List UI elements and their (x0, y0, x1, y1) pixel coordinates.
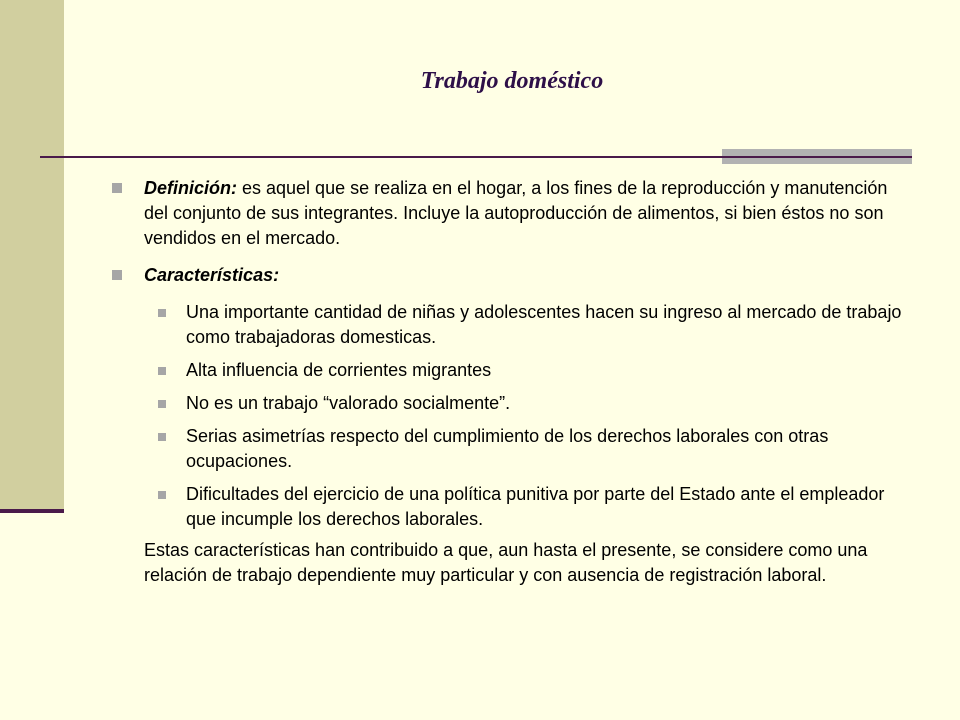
characteristic-item (110, 358, 910, 383)
side-decor-bar (0, 0, 64, 510)
characteristic-item (110, 424, 910, 474)
characteristic-text: Una importante cantidad de niñas y adolescentes hacen su ingreso al mercado de trabajo como trabajadoras domesticas. (186, 302, 902, 347)
characteristics-bullet (110, 263, 910, 288)
square-bullet-icon (158, 433, 166, 441)
definition-term: Definición: (144, 178, 237, 198)
characteristic-text: Serias asimetrías respecto del cumplimiento de los derechos laborales con otras ocupaciones. (186, 426, 829, 471)
slide-title: Trabajo doméstico (420, 68, 604, 94)
square-bullet-icon (158, 400, 166, 408)
characteristic-text: Alta influencia de corrientes migrantes (186, 360, 492, 380)
characteristic-text: Dificultades del ejercicio de una política punitiva por parte del Estado ante el empleador que incumple los derechos laborales. (186, 484, 885, 529)
square-bullet-icon (158, 491, 166, 499)
characteristic-item (110, 391, 910, 416)
side-decor-line (0, 509, 64, 513)
square-bullet-icon (158, 367, 166, 375)
title-divider-accent-line (722, 156, 912, 158)
definition-bullet (110, 176, 910, 251)
slide-body (110, 176, 910, 588)
characteristics-term: Características: (144, 265, 280, 285)
characteristics-list (110, 300, 910, 532)
characteristic-item (110, 482, 910, 532)
definition-text: es aquel que se realiza en el hogar, a los fines de la reproducción y manutención del conjunto de sus integrantes. Incluye la autoproducción de alimentos, si bien éstos no son vendidos en el mercado. (144, 178, 888, 248)
square-bullet-icon (112, 270, 122, 280)
square-bullet-icon (158, 309, 166, 317)
square-bullet-icon (112, 183, 122, 193)
characteristic-item (110, 300, 910, 350)
characteristic-text: No es un trabajo “valorado socialmente”. (186, 393, 511, 413)
closing-paragraph: Estas características han contribuido a que, aun hasta el presente, se considere como una relación de trabajo dependiente muy particular y con ausencia de registración laboral. (144, 540, 868, 585)
